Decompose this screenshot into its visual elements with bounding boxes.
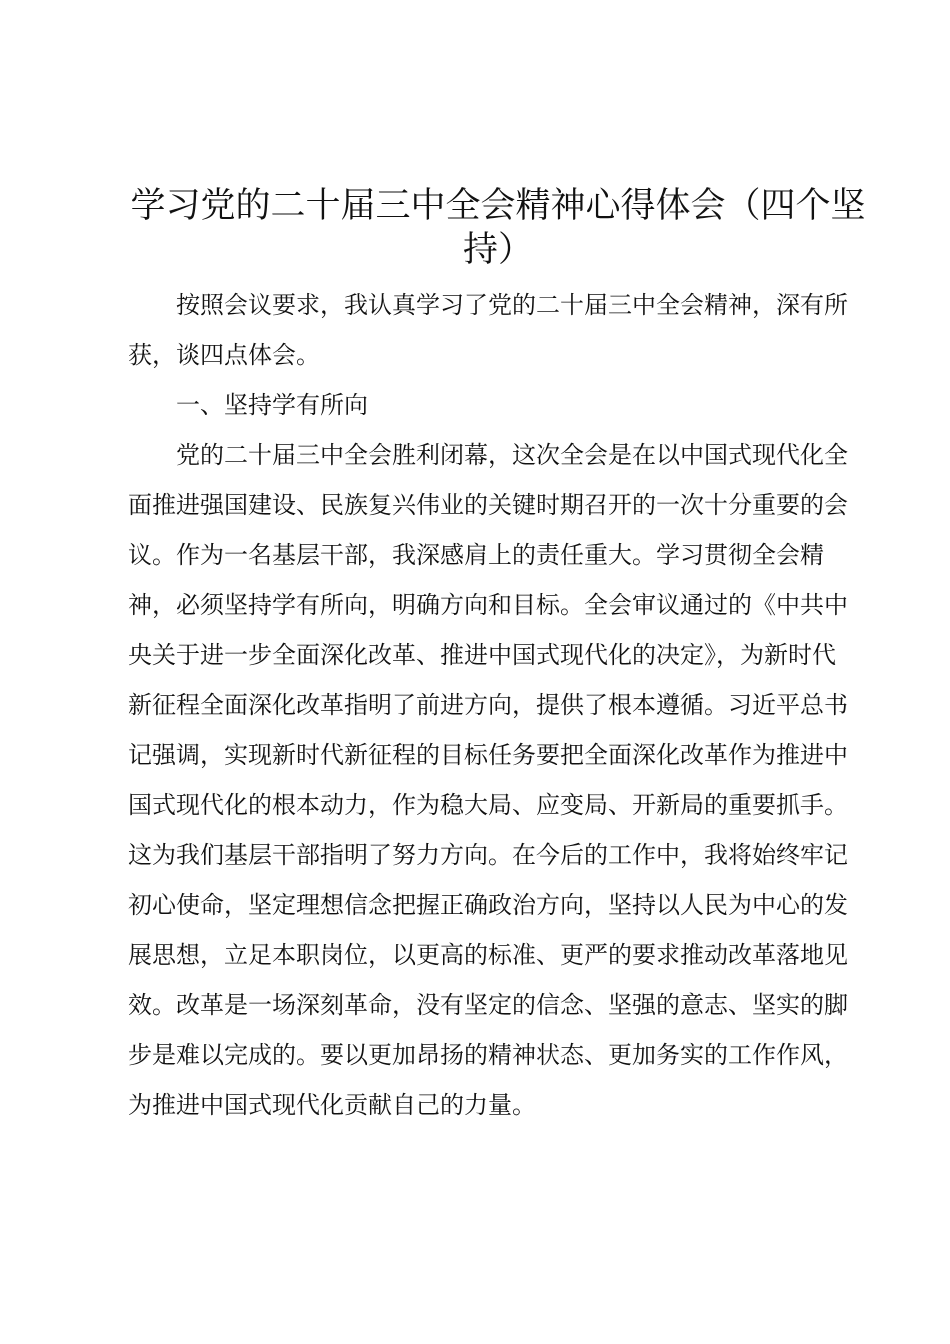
section1-heading-block [128,380,848,430]
intro-block [128,280,848,380]
title-line-1: 学习党的二十届三中全会精神心得体会（四个坚 [130,186,866,226]
document-title [128,184,868,272]
section1-body-block [128,430,848,1130]
section-heading: 一、坚持学有所向 [176,391,368,419]
intro-paragraph: 按照会议要求，我认真学习了党的二十届三中全会精神，深有所获，谈四点体会。 [128,291,848,369]
section-paragraph: 党的二十届三中全会胜利闭幕，这次全会是在以中国式现代化全面推进强国建设、民族复兴伟业的关键时期召开的一次十分重要的会议。作为一名基层干部，我深感肩上的责任重大。学习贯彻全会精神，必须坚持学有所向，明确方向和目标。全会审议通过的《中共中央关于进一步全面深化改革、推进中国式现代化的决定》，为新时代新征程全面深化改革指明了前进方向，提供了根本遵循。习近平总书记强调，实现新时代新征程的目标任务要把全面深化改革作为推进中国式现代化的根本动力，作为稳大局、应变局、开新局的重要抓手。这为我们基层干部指明了努力方向。在今后的工作中，我将始终牢记初心使命，坚定理想信念把握正确政治方向，坚持以人民为中心的发展思想，立足本职岗位，以更高的标准、更严的要求推动改革落地见效。改革是一场深刻革命，没有坚定的信念、坚强的意志、坚实的脚步是难以完成的。要以更加昂扬的精神状态、更加务实的工作作风，为推进中国式现代化贡献自己的力量。 [128,441,848,1119]
title-line-2: 持） [462,230,533,270]
